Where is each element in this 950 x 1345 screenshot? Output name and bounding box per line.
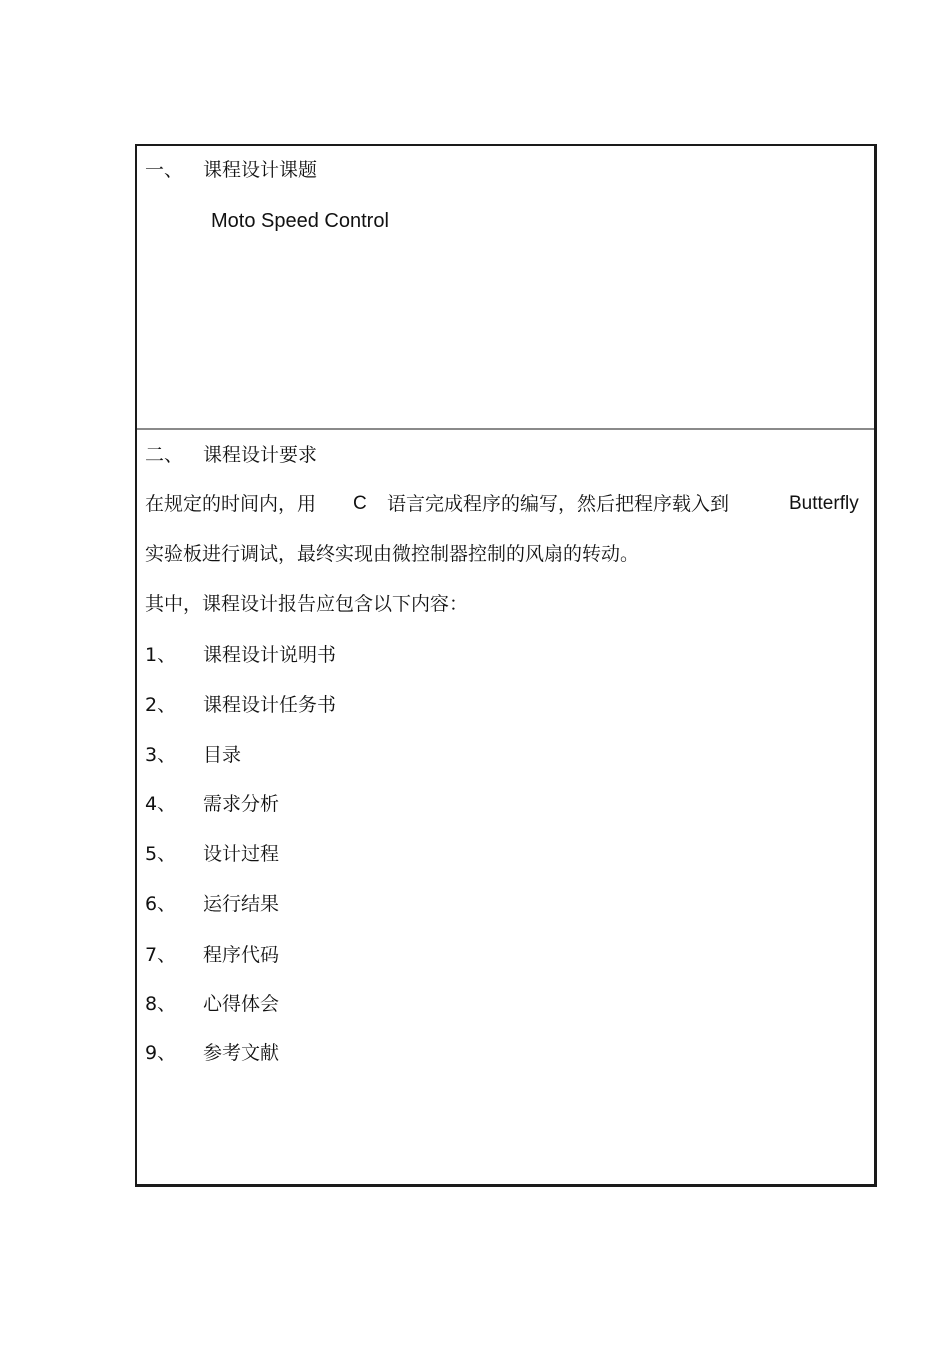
report-contents-intro: 其中，课程设计报告应包含以下内容：: [145, 593, 469, 615]
list-item-number: 7、: [145, 944, 177, 966]
section1-number: 一、: [145, 159, 184, 181]
section-divider: [137, 428, 874, 430]
list-item-number: 1、: [145, 644, 177, 666]
list-item-number: 5、: [145, 843, 177, 865]
list-item-text: 课程设计任务书: [203, 694, 337, 716]
list-item-text: 程序代码: [203, 944, 280, 966]
list-item-text: 运行结果: [203, 893, 280, 915]
list-item-text: 课程设计说明书: [203, 644, 337, 666]
section2-number: 二、: [145, 444, 184, 466]
requirement-paragraph-line1: [145, 492, 865, 516]
requirements-table: [135, 144, 877, 1187]
list-item-text: 心得体会: [203, 993, 280, 1015]
course-subject: Moto Speed Control: [211, 210, 389, 232]
requirement-paragraph-line2: 实验板进行调试，最终实现由微控制器控制的风扇的转动。: [145, 543, 640, 565]
list-item-number: 3、: [145, 744, 177, 766]
list-item-number: 8、: [145, 993, 177, 1015]
list-item-text: 参考文献: [203, 1042, 280, 1064]
list-item-text: 设计过程: [203, 843, 280, 865]
list-item-number: 6、: [145, 893, 177, 915]
list-item-number: 4、: [145, 793, 177, 815]
list-item-text: 需求分析: [203, 793, 280, 815]
para1-butterfly: Butterfly: [789, 493, 859, 514]
para1-part-a: 在规定的时间内，用: [145, 493, 317, 515]
list-item-text: 目录: [203, 744, 242, 766]
list-item-number: 9、: [145, 1042, 177, 1064]
list-item-number: 2、: [145, 694, 177, 716]
para1-c-language: C: [353, 493, 367, 514]
section1-heading: 课程设计课题: [203, 159, 318, 181]
section2-heading: 课程设计要求: [203, 444, 318, 466]
para1-part-b: 语言完成程序的编写，然后把程序载入到: [387, 493, 730, 515]
